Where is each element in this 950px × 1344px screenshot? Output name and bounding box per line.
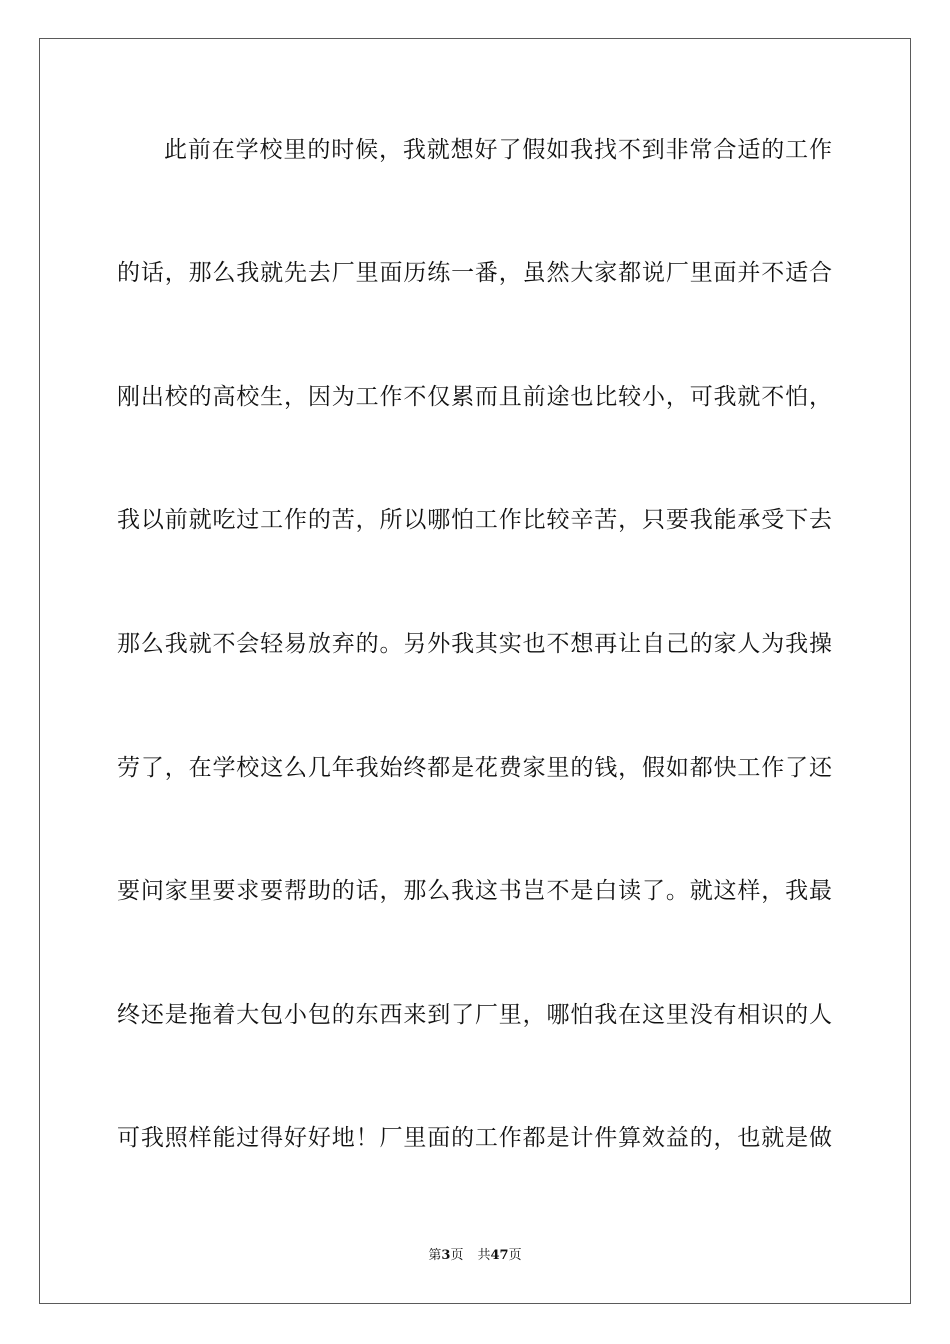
total-prefix: 共 [477,1248,491,1263]
paragraph-line-7: 要问家里要求要帮助的话，那么我这书岂不是白读了。就这样，我最 [117,878,832,904]
paragraph-line-5: 那么我就不会轻易放弃的。另外我其实也不想再让自己的家人为我操 [117,631,832,657]
paragraph-line-4: 我以前就吃过工作的苦，所以哪怕工作比较辛苦，只要我能承受下去 [117,507,832,533]
page-prefix: 第 [428,1248,442,1263]
paragraph-line-1: 此前在学校里的时候，我就想好了假如我找不到非常合适的工作 [164,137,832,163]
total-unit: 页 [508,1248,522,1263]
total-pages: 47 [490,1248,509,1263]
paragraph-line-9: 可我照样能过得好好地！厂里面的工作都是计件算效益的，也就是做 [117,1125,832,1151]
page-unit: 页 [450,1248,464,1263]
paragraph-line-3: 刚出校的高校生，因为工作不仅累而且前途也比较小，可我就不怕， [117,384,832,410]
page-number: 3 [441,1248,451,1263]
page-footer [0,1247,950,1265]
page-border [39,38,911,1304]
paragraph-line-8: 终还是拖着大包小包的东西来到了厂里，哪怕我在这里没有相识的人 [117,1002,832,1028]
paragraph-line-2: 的话，那么我就先去厂里面历练一番，虽然大家都说厂里面并不适合 [117,260,832,286]
paragraph-line-6: 劳了，在学校这么几年我始终都是花费家里的钱，假如都快工作了还 [117,755,832,781]
